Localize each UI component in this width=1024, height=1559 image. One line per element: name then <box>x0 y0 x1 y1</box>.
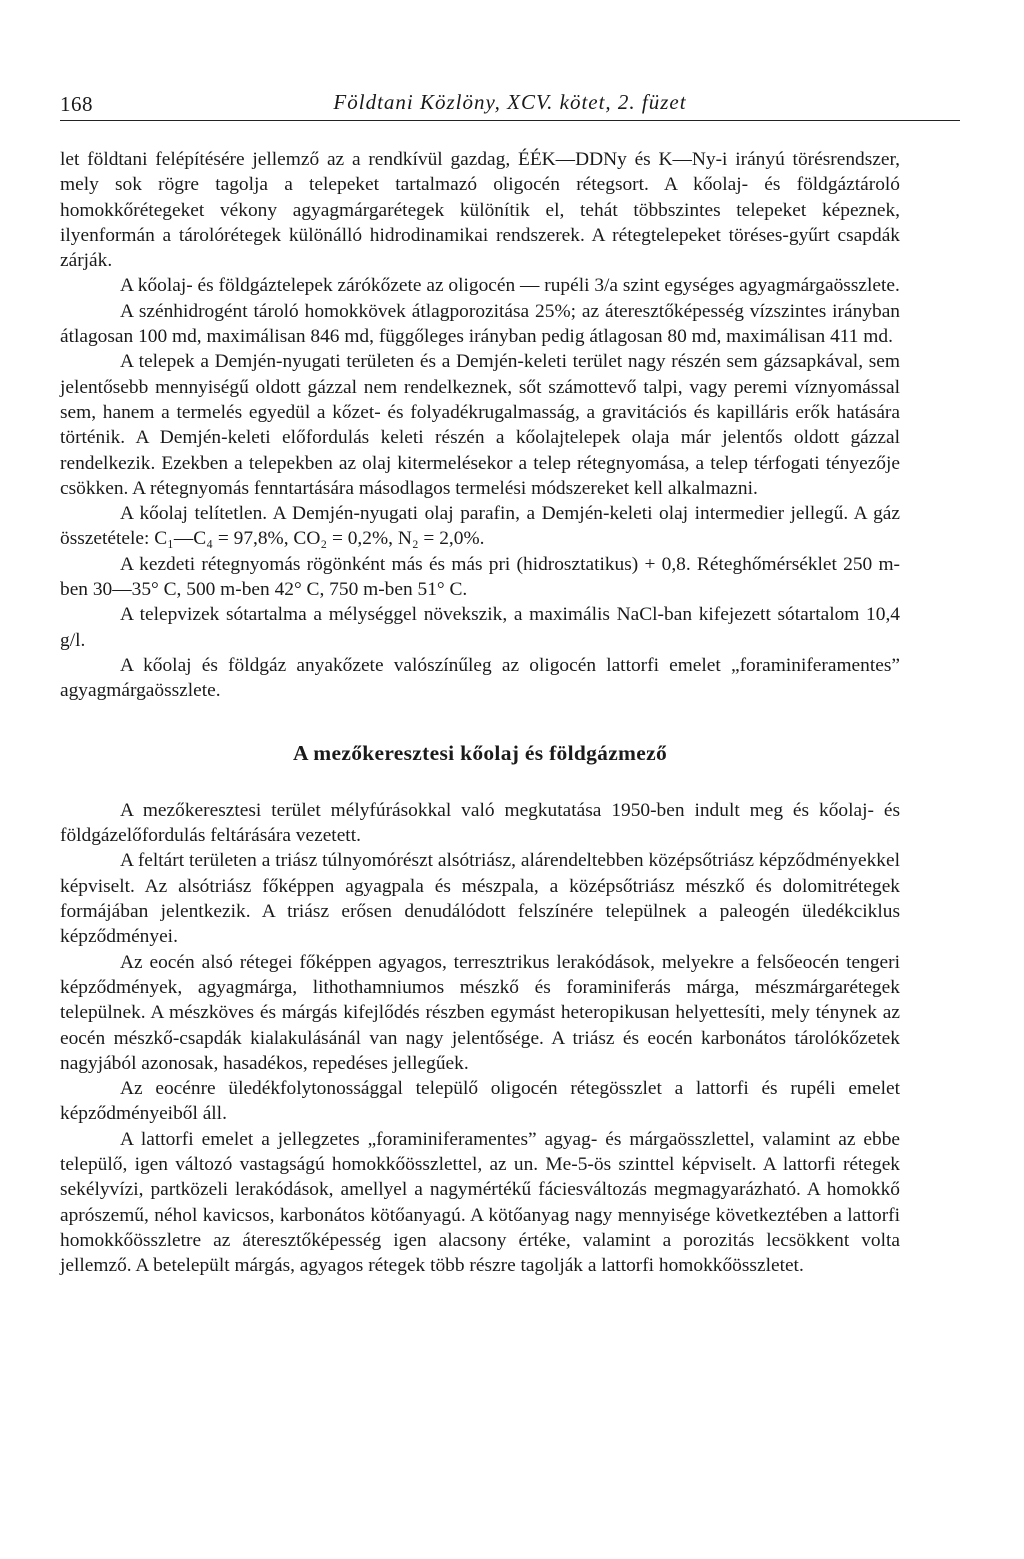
paragraph: A lattorfi emelet a jellegzetes „foraminiferamentes” agyag- és márgaösszlettel, valamint az ebbe települő, igen változó vastagságú homokkőösszlettel, az un. Me-5-ös szinttel képviselt. A lattorfi rétegek sekélyvízi, partközeli lerakódások, amellyel a nagymértékű fáciesváltozás megmagyarázható. A homokkő aprószemű, néhol kavicsos, karbonátos kötőanyagú. A kötőanyag nagy mennyisége következtében a lattorfi homokkőösszletre az áteresztőképesség igen alacsony értéke, valamint a porozitás lecsökkent volta jellemző. A betelepült márgás, agyagos rétegek több részre tagolják a lattorfi homokkőösszletet. <box>60 1128 900 1277</box>
page-number: 168 <box>60 92 93 116</box>
paragraph: let földtani felépítésére jellemző az a rendkívül gazdag, ÉÉK—DDNy és K—Ny-i irányú törésrendszer, mely sok rögre tagolja a telepeket tartalmazó oligocén rétegsort. A kőolaj- és földgáztároló homokkőrétegeket vékony agyagmárgarétegek különítik el, tehát többszintes telepeket képeznek, ilyenformán a tárolórétegek különálló hidrodinamikai rendszerek. A rétegtelepeket töréses-gyűrt csapdák zárják. <box>60 149 900 272</box>
paragraph: A kezdeti rétegnyomás rögönként más és más pri (hidrosztatikus) + 0,8. Réteghőmérséklet 250 m-ben 30—35° C, 500 m-ben 42° C, 750 m-ben 51° C. <box>60 553 900 601</box>
paragraph: Az eocénre üledékfolytonossággal települő oligocén rétegösszlet a lattorfi és rupéli emelet képződményeiből áll. <box>60 1078 900 1125</box>
page-header <box>60 86 960 121</box>
paragraph: Az eocén alsó rétegei főképpen agyagos, terresztrikus lerakódások, melyekre a felsőeocén tengeri képződmények, agyagmárga, lithothamniumos mészkő és foraminiferás márga, mészmárgarétegek települnek. A mészköves és márgás kifejlődés részben egymást heteropikusan helyettesíti, mely ténynek az eocén mészkő-csapdák kialakulásánál van nagy jelentősége. A triász és eocén karbonátos tárolókőzetek nagyjából azonosak, hasadékos, repedéses jellegűek. <box>60 951 900 1074</box>
running-head: Földtani Közlöny, XCV. kötet, 2. füzet <box>333 90 687 114</box>
section-title: A mezőkeresztesi kőolaj és földgázmező <box>292 740 667 765</box>
paragraph: A kőolaj telítetlen. A Demjén-nyugati olaj parafin, a Demjén-keleti olaj intermedier jellegű. A gáz összetétele: C₁—C₄ = 97,8%, CO₂ = 0,2%, N₂ = 2,0%. <box>60 503 900 550</box>
paragraph: A telepvizek sótartalma a mélységgel növekszik, a maximális NaCl-ban kifejezett sótartalom 10,4 g/l. <box>60 604 900 651</box>
paragraph: A feltárt területen a triász túlnyomórészt alsótriász, alárendeltebben középsőtriász képződményekkel képviselt. Az alsótriász főképpen agyagpala és mészpala, a középsőtriász mészkő és dolomitrétegek formájában jelentkezik. A triász erősen denudálódott felszínére települnek a paleogén üledékciklus képződményei. <box>60 850 900 948</box>
page-body <box>60 147 900 1278</box>
paragraph: A telepek a Demjén-nyugati területen és a Demjén-keleti terület nagy részén sem gázsapkával, sem jelentősebb mennyiségű oldott gázzal nem rendelkeznek, sőt számottevő talpi, vagy peremi víznyomással sem, hanem a termelés egyedül a kőzet- és folyadékrugalmasság, a gravitációs és kapilláris erők hatására történik. A Demjén-keleti előfordulás keleti részén a kőolajtelepek olaja már jelentős oldott gázzal rendelkezik. Ezekben a telepekben az olaj kitermelésekor a telep rétegnyomása, a telep térfogati tényezője csökken. A rétegnyomás fenntartására másodlagos termelési módszereket kell alkalmazni. <box>60 351 900 499</box>
paragraph: A kőolaj és földgáz anyakőzete valószínűleg az oligocén lattorfi emelet „foraminiferamentes” agyagmárgaösszlete. <box>60 654 900 702</box>
paragraph: A kőolaj- és földgáztelepek zárókőzete az oligocén — rupéli 3/a szint egységes agyagmárgaösszlete. <box>120 275 900 297</box>
paragraph: A szénhidrogént tároló homokkövek átlagporozitása 25%; az áteresztőképesség vízszintes irányban átlagosan 100 md, maximálisan 846 md, függőleges irányban pedig átlagosan 80 md, maximálisan 411 md. <box>60 300 900 348</box>
paragraph: A mezőkeresztesi terület mélyfúrásokkal való megkutatása 1950-ben indult meg és kőolaj- és földgázelőfordulás feltárására vezetett. <box>60 799 900 847</box>
